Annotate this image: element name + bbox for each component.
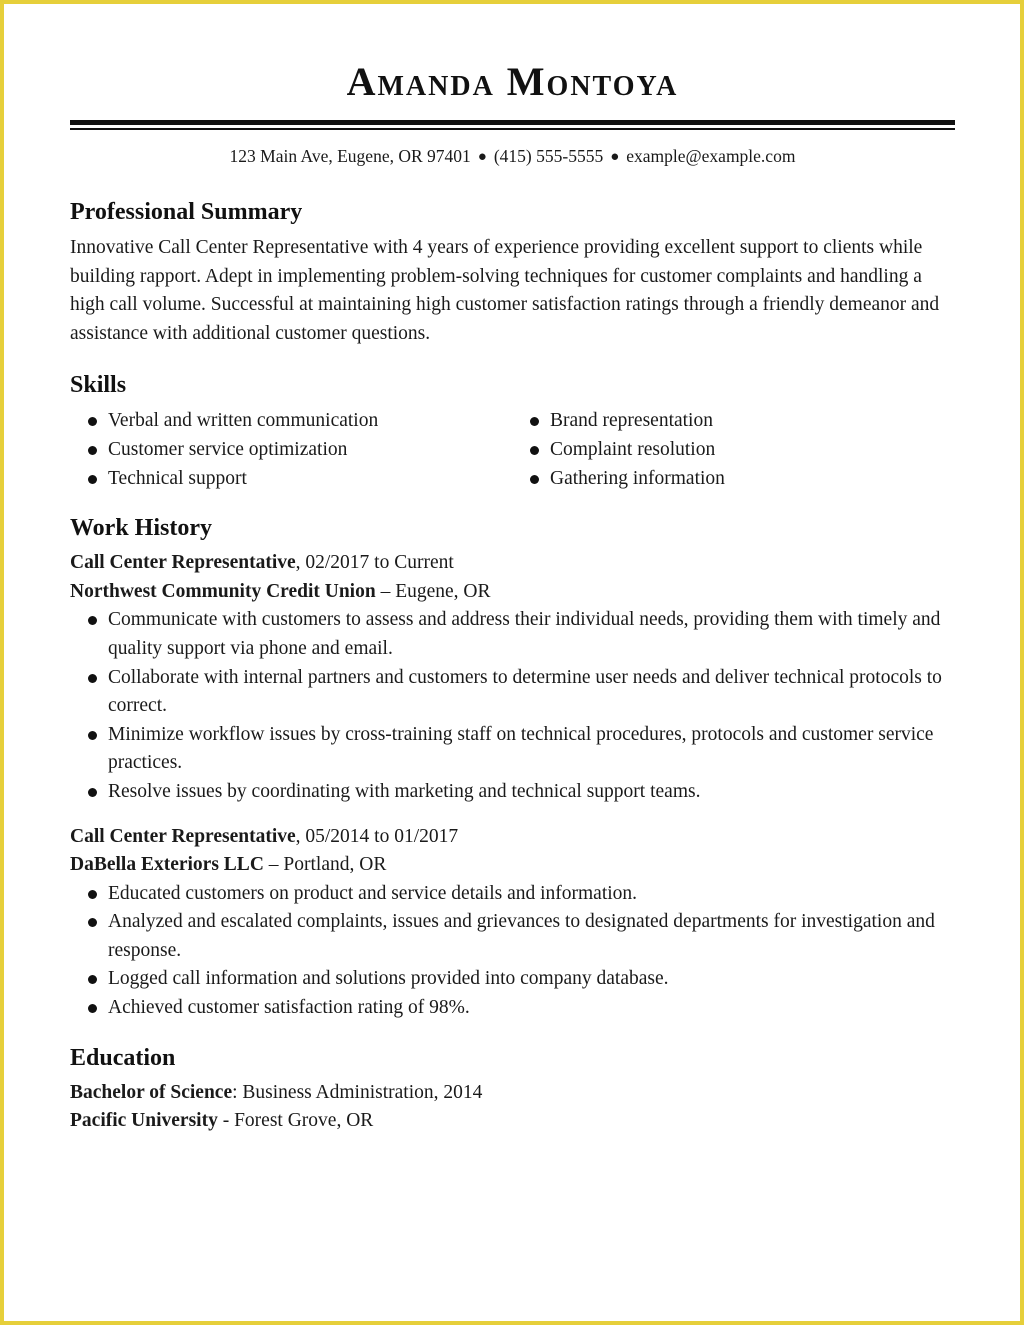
- bullet-separator: ●: [477, 149, 487, 165]
- school-line: [70, 1107, 955, 1136]
- bullet-separator: ●: [610, 149, 620, 165]
- bullet-dot: [88, 890, 97, 899]
- summary-text: Innovative Call Center Representative with 4 years of experience providing excellent support to clients while building rapport. Adept in implementing problem-solving techniques for customer complaints and handling a high call volume. Successful at maintaining high customer satisfaction ratings through a friendly demeanor and assistance with additional customer questions.: [70, 237, 940, 344]
- duty-text: Analyzed and escalated complaints, issues and grievances to designated departments for investigation and response.: [108, 911, 935, 961]
- bullet-dot: [88, 446, 97, 455]
- bullet-dot: [88, 674, 97, 683]
- bullet-dot: [88, 417, 97, 426]
- duty-text: Resolve issues by coordinating with marketing and technical support teams.: [108, 780, 701, 802]
- job-title-line: [70, 823, 955, 852]
- job-title: Call Center Representative: [70, 552, 296, 574]
- skill-label: Complaint resolution: [550, 438, 716, 460]
- skill-label: Gathering information: [550, 467, 725, 489]
- bullet-dot: [88, 975, 97, 984]
- bullet-dot: [530, 446, 539, 455]
- bullet-dot: [88, 731, 97, 740]
- job-company-line: [70, 578, 955, 607]
- contact-phone: (415) 555-5555: [493, 146, 604, 166]
- school-location: - Forest Grove, OR: [217, 1110, 374, 1132]
- skill-label: Verbal and written communication: [108, 410, 379, 432]
- duty-text: Educated customers on product and service details and information.: [108, 882, 638, 904]
- bullet-dot: [88, 1004, 97, 1013]
- job-dates: , 05/2014 to 01/2017: [295, 825, 459, 847]
- contact-line: [70, 144, 955, 169]
- bullet-dot: [88, 918, 97, 927]
- skill-label: Technical support: [108, 467, 247, 489]
- resume-page: [70, 56, 955, 1136]
- summary-heading: Professional Summary: [70, 199, 303, 225]
- job-title: Call Center Representative: [70, 825, 296, 847]
- job-dates: , 02/2017 to Current: [295, 552, 454, 574]
- header-rule-thin: [70, 128, 955, 130]
- duty-item: [70, 880, 955, 909]
- duty-text: Logged call information and solutions provided into company database.: [108, 968, 669, 990]
- duty-text: Achieved customer satisfaction rating of 98%.: [108, 997, 470, 1019]
- school-name: Pacific University: [70, 1110, 218, 1132]
- skill-item: [70, 407, 512, 436]
- job-company: DaBella Exteriors LLC: [70, 854, 264, 876]
- duty-text: Communicate with customers to assess and address their individual needs, providing them with timely and quality support via phone and email.: [108, 609, 941, 659]
- degree-line: [70, 1079, 955, 1108]
- duty-item: [70, 778, 955, 807]
- skills-column-left: [70, 407, 512, 493]
- education-entry: [70, 1079, 955, 1136]
- bullet-dot: [88, 616, 97, 625]
- bullet-dot: [530, 417, 539, 426]
- skill-item: [70, 465, 512, 494]
- contact-address: 123 Main Ave, Eugene, OR 97401: [229, 146, 471, 166]
- job-entry: [70, 823, 955, 1023]
- job-company-line: [70, 851, 955, 880]
- duty-text: Collaborate with internal partners and customers to determine user needs and deliver technical protocols to correct.: [108, 666, 942, 717]
- duty-text: Minimize workflow issues by cross-training staff on technical procedures, protocols and customer service practices.: [108, 723, 934, 774]
- skills-column-right: [512, 407, 955, 493]
- duty-item: [70, 965, 955, 994]
- candidate-name: Amanda Montoya: [346, 59, 679, 104]
- skills-list: [70, 407, 955, 493]
- skill-item: [70, 436, 512, 465]
- work-history-heading: Work History: [70, 515, 212, 542]
- duty-item: [70, 664, 955, 721]
- skills-heading: Skills: [70, 372, 127, 399]
- education-heading: Education: [70, 1044, 176, 1071]
- skill-label: Customer service optimization: [108, 438, 348, 460]
- duty-item: [70, 721, 955, 778]
- skill-item: [512, 465, 955, 494]
- job-entry: [70, 549, 955, 806]
- skill-item: [512, 436, 955, 465]
- job-company: Northwest Community Credit Union: [70, 580, 376, 602]
- bullet-dot: [530, 475, 539, 484]
- skill-item: [512, 407, 955, 436]
- job-location: – Portland, OR: [263, 854, 387, 876]
- header-rule-thick: [70, 120, 955, 125]
- job-title-line: [70, 549, 955, 578]
- degree-field: : Business Administration, 2014: [232, 1081, 483, 1103]
- bullet-dot: [88, 788, 97, 797]
- degree-name: Bachelor of Science: [70, 1081, 233, 1103]
- duty-item: [70, 606, 955, 663]
- duty-item: [70, 994, 955, 1023]
- skill-label: Brand representation: [550, 410, 713, 432]
- job-duties: [70, 880, 955, 1023]
- job-duties: [70, 606, 955, 806]
- bullet-dot: [88, 475, 97, 484]
- job-location: – Eugene, OR: [375, 580, 491, 602]
- contact-email: example@example.com: [626, 146, 796, 166]
- duty-item: [70, 908, 955, 965]
